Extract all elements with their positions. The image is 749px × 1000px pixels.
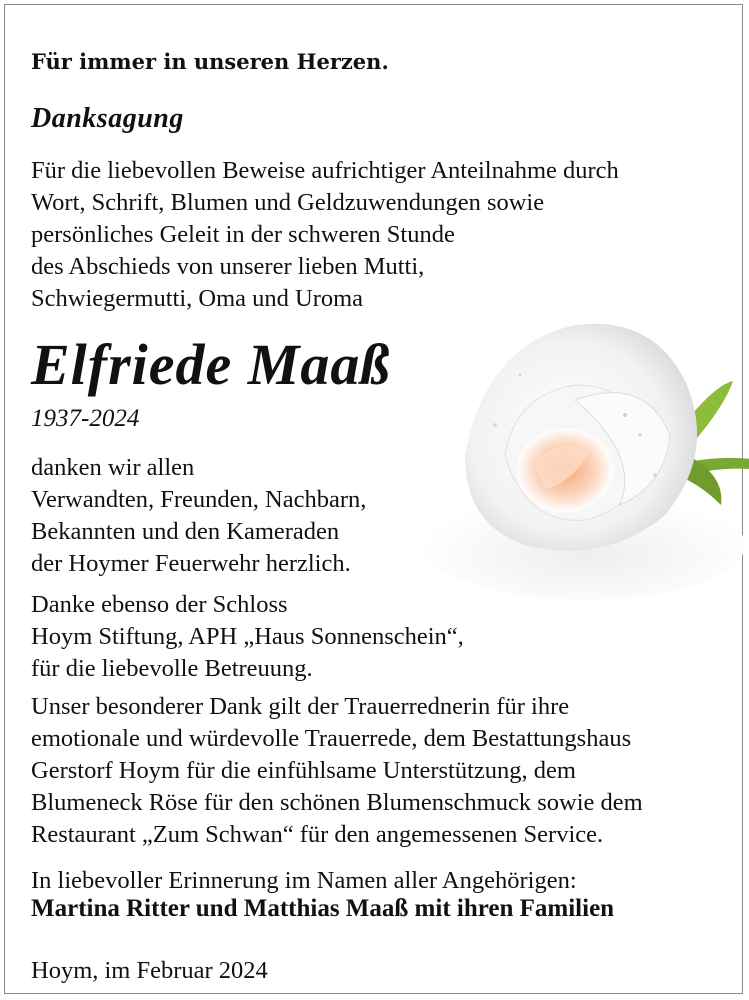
intro-line: persönliches Geleit in der schweren Stunde xyxy=(31,221,455,248)
care-line: für die liebevolle Betreuung. xyxy=(31,655,313,682)
intro-text xyxy=(31,155,619,315)
intro-line: Wort, Schrift, Blumen und Geldzuwendungen sowie xyxy=(31,189,545,216)
intro-line: des Abschieds von unserer lieben Mutti, xyxy=(31,253,425,280)
thanks-line: Bekannten und den Kameraden xyxy=(31,518,340,545)
thanks-line: der Hoymer Feuerwehr herzlich. xyxy=(31,550,351,577)
intro-line: Schwiegermutti, Oma und Uroma xyxy=(31,285,364,312)
family-names: Martina Ritter und Matthias Maaß mit ihren Familien xyxy=(31,895,615,922)
remembrance-text: In liebevoller Erinnerung im Namen aller Angehörigen: xyxy=(31,867,577,894)
special-line: Blumeneck Röse für den schönen Blumenschmuck sowie dem xyxy=(31,789,643,816)
thanks-line: Verwandten, Freunden, Nachbarn, xyxy=(31,486,367,513)
heading: Für immer in unseren Herzen. xyxy=(31,49,389,74)
special-line: emotionale und würdevolle Trauerrede, dem Bestattungshaus xyxy=(31,725,632,752)
thanks-text xyxy=(31,452,366,580)
obituary-notice xyxy=(4,4,743,994)
intro-line: Für die liebevollen Beweise aufrichtiger Anteilnahme durch xyxy=(31,157,619,184)
thanks-title: Danksagung xyxy=(31,103,184,134)
white-rose-image xyxy=(425,305,749,605)
special-line: Restaurant „Zum Schwan“ für den angemessenen Service. xyxy=(31,821,604,848)
care-line: Hoym Stiftung, APH „Haus Sonnenschein“, xyxy=(31,623,464,650)
special-line: Gerstorf Hoym für die einfühlsame Unterstützung, dem xyxy=(31,757,576,784)
deceased-name: Elfriede Maaß xyxy=(31,332,391,397)
thanks-line: danken wir allen xyxy=(31,454,195,481)
care-text xyxy=(31,589,464,685)
special-thanks-text xyxy=(31,691,643,851)
life-years: 1937-2024 xyxy=(31,405,140,432)
place-date: Hoym, im Februar 2024 xyxy=(31,957,268,984)
care-line: Danke ebenso der Schloss xyxy=(31,591,288,618)
special-line: Unser besonderer Dank gilt der Trauerrednerin für ihre xyxy=(31,693,570,720)
